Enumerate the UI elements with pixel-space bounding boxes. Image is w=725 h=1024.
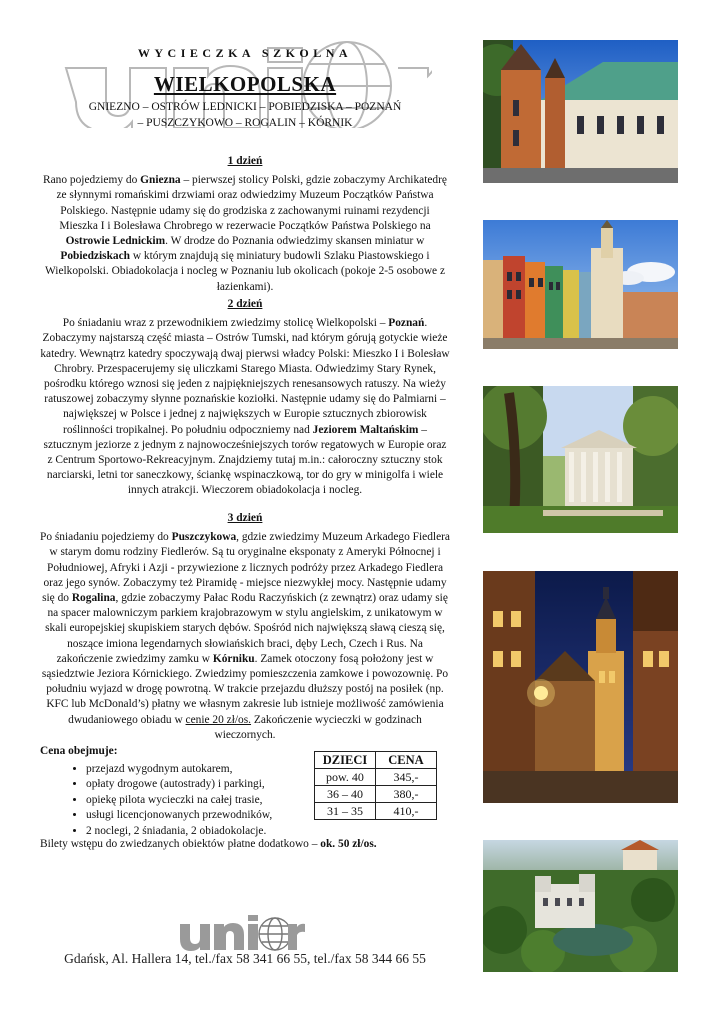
column-header-children: DZIECI: [315, 752, 376, 769]
header: [40, 22, 450, 134]
place-name: Pobiedziskach: [60, 250, 130, 263]
text-segment: – sztucznym jeziorze z jednym z najnowocześniejszych torów regatowych w Europie oraz z Centrum Sportowo-Rekreacyjnym. Znajdziemy tutaj m.in.: całoroczny sztuczny stok narciarski, letni tor saneczkowy, ściankę wspinaczkową, tor do gry w minigolfa i wiele innych atrakcji. Wieczorem obiadokolacja i nocleg.: [43, 423, 447, 497]
text-segment: . W drodze do Poznania odwiedzimy skansen miniatur w: [165, 235, 425, 248]
place-name: Kórniku: [212, 652, 255, 665]
text-segment: . Zobaczymy najstarszą część miasta – Ostrów Tumski, nad którym górują gotyckie wieże katedry. Wewnątrz katedry spoczywają dwaj pierwsi władcy Polski: Mieszko I i Bolesław Chrobry. Przespacerujemy się uliczkami Starego Miasta. Odwiedzimy Stary Rynek, pośrodku którego wznosi się jeden z najpiękniejszych renesansowych ratuszy. Na wieży ratuszowej zobaczymy słynne poznańskie koziołki. Następnie udamy się do Palmiarni – największej w Polsce i jednej z największych w Europie sztucznych zbiorowisk roślinności tropikalnej. Po południu odpoczniemy nad: [40, 317, 450, 436]
table-cell: 36 – 40: [315, 786, 376, 803]
price-table: [314, 751, 437, 820]
list-item: • opłaty drogowe (autostrady) i parkingi,: [86, 777, 450, 793]
day-2-heading: 2 dzień: [227, 298, 263, 310]
table-header-row: [315, 752, 437, 769]
table-row: [315, 786, 437, 803]
text-segment: w którym znajdują się miniatury budowli Szlaku Piastowskiego i Wielkopolski. Obiadokolacja i nocleg w Poznaniu lub okolicach (pokoje 2-5 osobowe z łazienkami).: [44, 250, 446, 293]
route-line-1: GNIEZNO – OSTRÓW LEDNICKI – POBIEDZISKA – POZNAŃ: [88, 101, 402, 113]
day-3-heading: 3 dzień: [227, 512, 263, 524]
list-item: • 2 noclegi, 2 śniadania, 2 obiadokolacje.: [86, 824, 450, 840]
photo-rogalin-palace-chapel: [483, 386, 678, 533]
price-emphasis: cenie 20 zł/os.: [185, 713, 252, 726]
day-1-section: [40, 154, 450, 295]
route-line-2: – PUSZCZYKOWO – ROGALIN – KÓRNIK: [137, 117, 353, 129]
photo-gniezno-cathedral: [483, 40, 678, 183]
text-segment: Zakończenie wycieczki w godzinach wieczornych.: [214, 713, 422, 741]
day-1-text: [40, 173, 450, 295]
route-list: [40, 99, 450, 131]
table-cell: 380,-: [376, 786, 437, 803]
page-title: WIELKOPOLSKA: [153, 72, 337, 96]
text-segment: – pierwszej stolicy Polski, gdzie zobaczymy Archikatedrę ze słynnymi romańskimi drzwiami oraz odwiedzimy Muzeum Początków Państwa Polskiego. Następnie udamy się do grodziska z zachowanymi ruinami rezydencji Mieszka I i Bolesława Chrobrego w rezerwacie Początków Państwa Polskiego na: [56, 174, 447, 232]
price-includes-label: Cena obejmuje:: [40, 745, 118, 757]
day-3-section: [40, 511, 450, 743]
photo-poznan-old-market: [483, 220, 678, 349]
table-cell: 410,-: [376, 803, 437, 820]
photo-poznan-night-street: [483, 571, 678, 803]
table-row: [315, 769, 437, 786]
place-name: Poznań: [388, 317, 425, 330]
list-item: • usługi licencjonowanych przewodników,: [86, 808, 450, 824]
day-1-heading: 1 dzień: [227, 155, 263, 167]
place-name: Puszczykowa: [171, 531, 237, 544]
text-segment: . Zamek otoczony fosą położony jest w sąsiedztwie Jeziora Kórnickiego. Zwiedzimy pomieszczenia zamkowe i powozownię. Po południu wyjazd w drogę powrotną. W trakcie przejazdu dłuższy postój na posiłek (np. KFC lub McDonald’s) płatny we własnym zakresie lub istnieje możliwość zamówienia dwudaniowego obiadu w: [41, 652, 449, 726]
column-header-price: CENA: [376, 752, 437, 769]
table-cell: 345,-: [376, 769, 437, 786]
day-2-text: [40, 316, 450, 498]
table-row: [315, 803, 437, 820]
place-name: Ostrowie Lednickim: [65, 235, 166, 248]
day-3-text: [40, 530, 450, 743]
text-segment: Po śniadaniu wraz z przewodnikiem zwiedzimy stolicę Wielkopolski –: [62, 317, 389, 330]
extra-cost-note: [40, 838, 450, 850]
trip-type-subtitle: WYCIECZKA SZKOLNA: [137, 46, 353, 60]
text-segment: Rano pojedziemy do: [43, 174, 141, 187]
note-text: Bilety wstępu do zwiedzanych obiektów płatne dodatkowo –: [40, 838, 321, 850]
footer-address: Gdańsk, Al. Hallera 14, tel./fax 58 341 66 55, tel./fax 58 344 66 55: [64, 951, 426, 966]
text-segment: , gdzie zwiedzimy Muzeum Arkadego Fiedlera w starym domu rodziny Fiedlerów. Są tu oryginalne eksponaty z Ameryki Północnej i Południowej, Afryki i Azji - przywiezione z licznych podróży przez Arkadego Fiedlera oraz jego synów. Zobaczymy też Piramidę - miejsce niezwykłej mocy. Następnie udamy się do: [42, 531, 450, 605]
day-2-section: [40, 297, 450, 499]
text-segment: Po śniadaniu pojedziemy do: [40, 531, 172, 544]
text-segment: , gdzie zobaczymy Pałac Rodu Raczyńskich (z zewnątrz) oraz udamy się na spacer malowniczym parkiem krajobrazowym w stylu angielskim, z unikatowym w skali europejskiej skupiskiem starych dębów. Spośród nich największą sławą cieszą się, noszące imiona legendarnych słowiańskich braci, dęby Lech, Czech i Rus. Na zakończenie zwiedzimy zamku w: [45, 592, 448, 665]
list-item: • opiekę pilota wycieczki na całej trasie,: [86, 793, 450, 809]
table-cell: pow. 40: [315, 769, 376, 786]
place-name: Rogalina: [71, 592, 116, 605]
place-name: Jeziorem Maltańskim: [312, 423, 419, 436]
photo-kornik-castle-aerial: [483, 840, 678, 972]
list-item: • przejazd wygodnym autokarem,: [86, 762, 450, 778]
place-name: Gniezna: [140, 174, 181, 187]
note-amount: ok. 50 zł/os.: [320, 838, 377, 850]
table-cell: 31 – 35: [315, 803, 376, 820]
unitur-logo: [178, 912, 306, 952]
